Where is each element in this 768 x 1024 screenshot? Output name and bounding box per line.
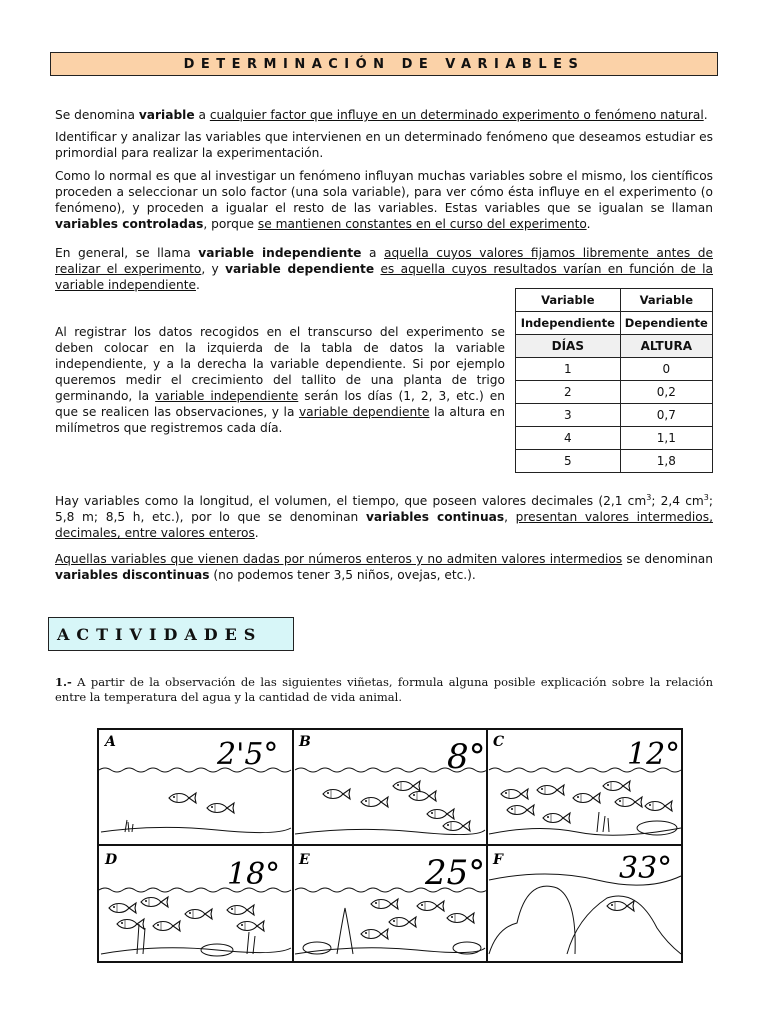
page-title: DETERMINACIÓN DE VARIABLES [183,56,585,72]
table-row [516,404,713,427]
cell-height: 0 [620,358,712,381]
col-unit-height: ALTURA [620,335,712,358]
panel-d-temp: 18° [227,857,281,892]
col-header-dependent-2: Dependiente [620,312,712,335]
panel-c-temp: 12° [627,737,681,772]
table-row [516,427,713,450]
data-table [515,288,713,473]
col-header-dependent: Variable [620,289,712,312]
page-title-box [50,52,718,76]
col-unit-days: DÍAS [516,335,621,358]
cell-height: 0,7 [620,404,712,427]
panel-f-temp: 33° [619,851,673,886]
cell-height: 0,2 [620,381,712,404]
paragraph-identify: Identificar y analizar las variables que intervienen en un determinado fenómeno que deseamos estudiar es primordial para realizar la experimentación. [55,130,713,160]
panel-c-letter: C [493,734,505,750]
cell-height: 1,8 [620,450,712,473]
cell-day: 4 [516,427,621,450]
panel-e-temp: 25° [425,853,486,893]
col-header-independent-2: Independiente [516,312,621,335]
cell-day: 2 [516,381,621,404]
table-row [516,381,713,404]
activities-title: ACTIVIDADES [57,624,263,644]
panel-a-temp: 2'5° [217,737,279,772]
paragraph-data-table: Al registrar los datos recogidos en el transcurso del experimento se deben colocar en la izquierda de la tabla de datos la variable independiente, y a la derecha la variable dependiente. Si por ejemplo queremos medir el crecimiento del tallito de una planta de trigo germinando, la variable independiente serán los días (1, 2, 3, etc.) en que se realicen las observaciones, y la variable dependiente la altura en milímetros que registremos cada día. [55,325,506,435]
col-header-independent: Variable [516,289,621,312]
paragraph-continuous: Hay variables como la longitud, el volumen, el tiempo, que poseen valores decimales (2,1 $cm^3$; 2,4 $cm^3$; 5,8 m; 8,5 h, etc.), por lo que se denominan variables continuas, presentan valores intermedios, decimales, entre valores enteros. [55,492,713,540]
panel-b-letter: B [299,734,311,750]
table-row [516,450,713,473]
panel-d-letter: D [105,852,118,868]
cell-day: 3 [516,404,621,427]
paragraph-independent-dependent: En general, se llama variable independiente a aquella cuyos valores fijamos libremente antes de realizar el experimento, y variable dependiente es aquella cuyos resultados varían en función de la variable independiente. [55,246,714,292]
cell-height: 1,1 [620,427,712,450]
question-1: 1.- A partir de la observación de las siguientes viñetas, formula alguna posible explicación sobre la relación entre la temperatura del agua y la cantidad de vida animal. [55,675,713,704]
panel-f-letter: F [493,852,503,868]
aquarium-comic [97,728,683,963]
cell-day: 1 [516,358,621,381]
panel-e-letter: E [299,852,310,868]
table-row [516,358,713,381]
paragraph-controlled: Como lo normal es que al investigar un fenómeno influyan muchas variables sobre el mismo, los científicos proceden a seleccionar un solo factor (una sola variable), para ver cómo ésta influye en el experimento (o fenómeno), y proceden a igualar el resto de las variables. Estas variables que se igualan se llaman variables controladas, porque se mantienen constantes en el curso del experimento. [55,169,713,231]
activities-title-box [48,617,294,651]
panel-b-temp: 8° [447,737,486,777]
cell-day: 5 [516,450,621,473]
panel-a-letter: A [105,734,116,750]
paragraph-discontinuous: Aquellas variables que vienen dadas por números enteros y no admiten valores intermedios se denominan variables discontinuas (no podemos tener 3,5 niños, ovejas, etc.). [55,552,714,582]
paragraph-definition: Se denomina variable a cualquier factor que influye en un determinado experimento o fenómeno natural. [55,108,708,122]
